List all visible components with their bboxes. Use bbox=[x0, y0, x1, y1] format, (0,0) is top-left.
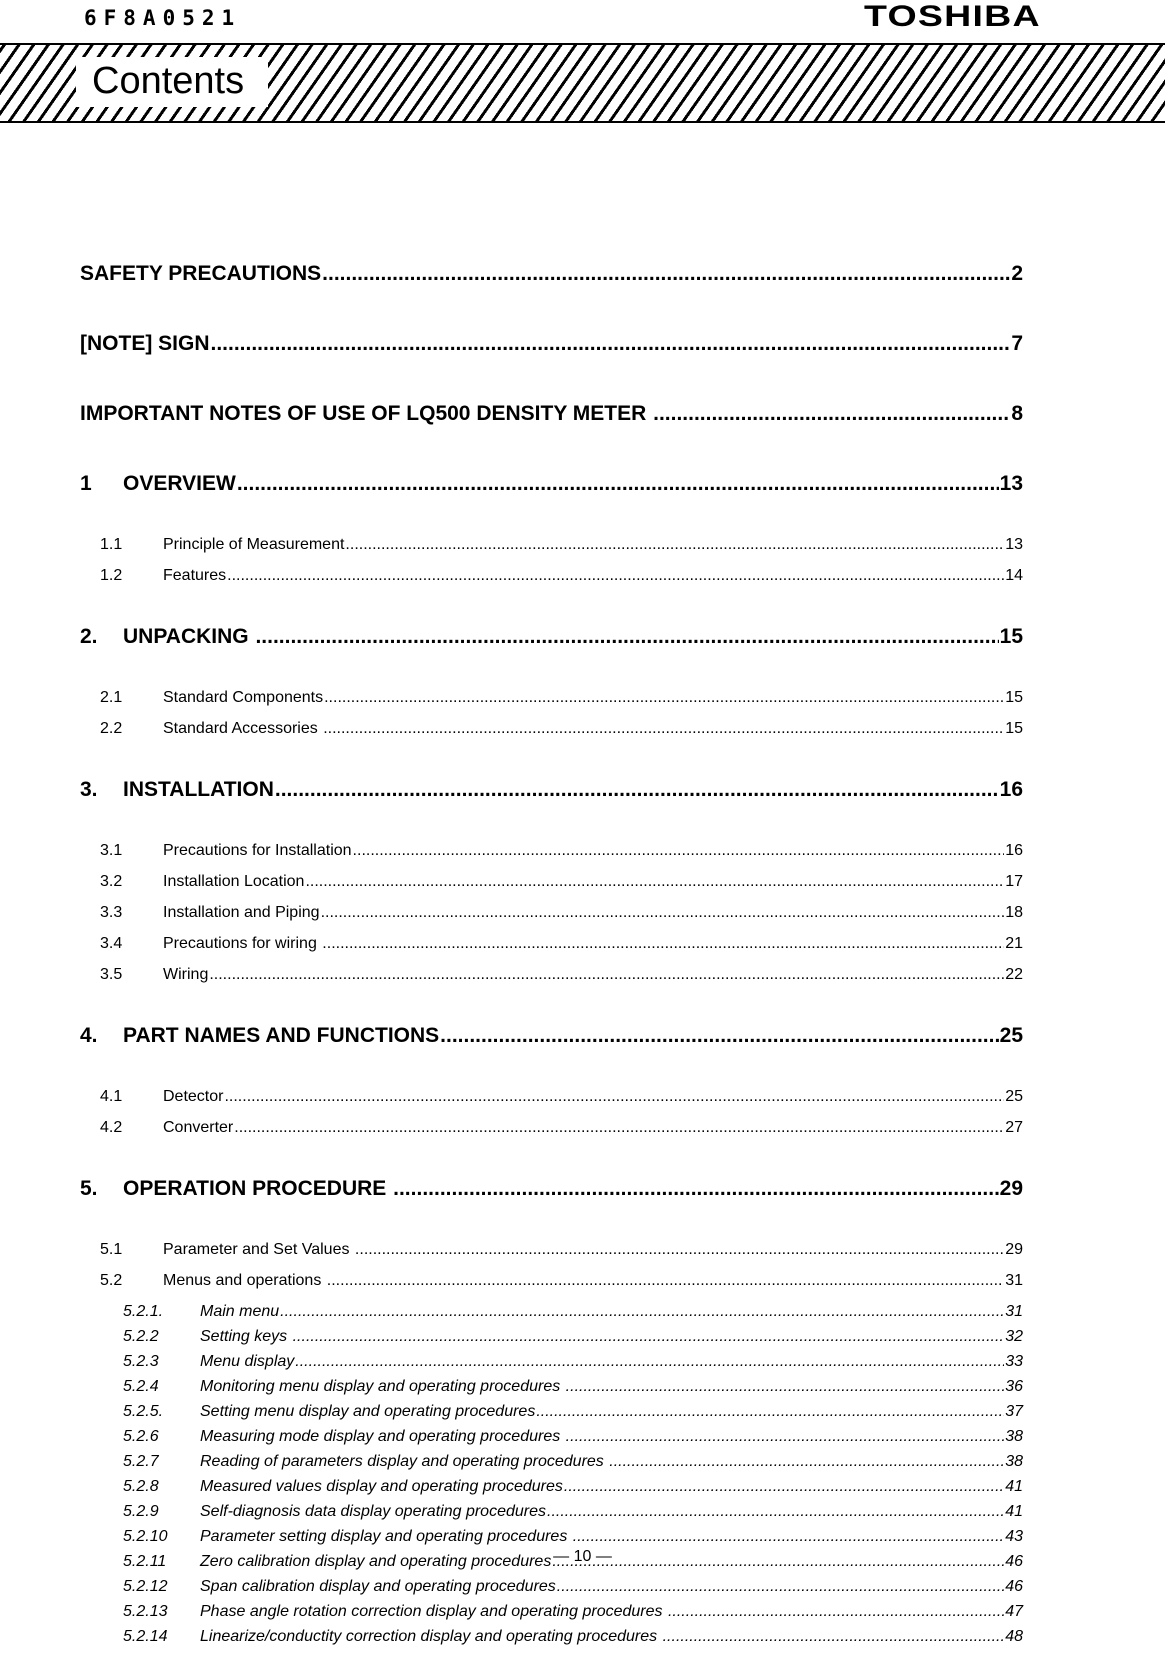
toc-entry-number: 1.2 bbox=[100, 567, 123, 584]
toc-entry-number: 5.2.2 bbox=[123, 1328, 159, 1345]
toc-entry-title: Phase angle rotation correction display and operating procedures bbox=[200, 1603, 667, 1620]
toc-entry[interactable] bbox=[80, 904, 1023, 935]
toc-dot-leader bbox=[322, 935, 1004, 953]
toc-entry-page: 37 bbox=[1005, 1403, 1023, 1420]
toc-entry-number: 5.2.12 bbox=[123, 1578, 168, 1595]
toc-entry-page: 7 bbox=[1011, 332, 1023, 355]
toc-entry-label bbox=[123, 1453, 608, 1471]
toc-entry-title: Zero calibration display and operating procedures bbox=[200, 1553, 552, 1570]
toc-entry-title: Detector bbox=[163, 1088, 224, 1105]
toc-dot-leader bbox=[224, 1088, 1004, 1106]
contents-banner bbox=[0, 43, 1165, 123]
toc-entry[interactable] bbox=[80, 1272, 1023, 1303]
document-code: 6F8A0521 bbox=[84, 6, 242, 30]
toc-entry-number: 3.5 bbox=[100, 966, 123, 983]
toc-entry-label bbox=[100, 935, 321, 953]
toc-entry-page: 27 bbox=[1005, 1119, 1023, 1136]
toc-entry-page: 31 bbox=[1005, 1303, 1023, 1320]
toc-dot-leader bbox=[668, 1603, 1004, 1621]
toc-entry-label bbox=[123, 1578, 556, 1596]
toc-dot-leader bbox=[573, 1528, 1004, 1546]
toc-entry-page: 21 bbox=[1005, 935, 1023, 952]
toc-entry-number: 5. bbox=[80, 1177, 98, 1200]
toc-entry-title: Reading of parameters display and operating procedures bbox=[200, 1453, 609, 1470]
toc-dot-leader bbox=[324, 689, 1004, 707]
toc-entry-page: 25 bbox=[999, 1024, 1023, 1047]
toc-entry-title: Wiring bbox=[163, 966, 209, 983]
toc-entry[interactable] bbox=[80, 402, 1023, 434]
toc-entry-label bbox=[100, 1272, 326, 1290]
toc-entry[interactable] bbox=[80, 1378, 1023, 1403]
toc-entry[interactable] bbox=[80, 1088, 1023, 1119]
toc-entry-label bbox=[80, 402, 652, 426]
toc-dot-leader bbox=[280, 1303, 1004, 1321]
toc-entry-label bbox=[123, 1328, 292, 1346]
toc-entry-page: 29 bbox=[999, 1177, 1023, 1200]
toc-entry[interactable] bbox=[80, 1428, 1023, 1453]
toc-entry-number: 3. bbox=[80, 778, 98, 801]
toc-entry-page: 38 bbox=[1005, 1453, 1023, 1470]
toc-entry-label bbox=[100, 873, 304, 891]
toc-entry-page: 15 bbox=[1005, 720, 1023, 737]
toshiba-logo: TOSHIBA bbox=[864, 0, 1041, 33]
toc-entry-page: 8 bbox=[1011, 402, 1023, 425]
toc-entry[interactable] bbox=[80, 262, 1023, 294]
toc-entry-label bbox=[123, 1478, 563, 1496]
toc-dot-leader bbox=[345, 536, 1004, 554]
toc-entry-number: 4.2 bbox=[100, 1119, 123, 1136]
toc-entry[interactable] bbox=[80, 625, 1023, 657]
toc-entry[interactable] bbox=[80, 1578, 1023, 1603]
toc-entry-label bbox=[100, 1088, 223, 1106]
toc-entry-title: Measuring mode display and operating procedures bbox=[200, 1428, 565, 1445]
toc-entry[interactable] bbox=[80, 1353, 1023, 1378]
toc-entry-label bbox=[100, 842, 352, 860]
toc-entry-label bbox=[100, 689, 323, 707]
toc-entry-page: 41 bbox=[1005, 1503, 1023, 1520]
toc-entry-label bbox=[100, 720, 322, 738]
toc-entry-title: Precautions for Installation bbox=[163, 842, 352, 859]
toc-entry-title: Standard Components bbox=[163, 689, 324, 706]
toc-entry[interactable] bbox=[80, 1328, 1023, 1353]
toc-dot-leader bbox=[227, 567, 1004, 585]
toc-entry[interactable] bbox=[80, 778, 1023, 810]
toc-dot-leader bbox=[327, 1272, 1004, 1290]
toc-entry-number: 2.2 bbox=[100, 720, 123, 737]
toc-entry-title: Linearize/conductity correction display and operating procedures bbox=[200, 1628, 662, 1645]
toc-entry-number: 5.2.14 bbox=[123, 1628, 168, 1645]
toc-entry[interactable] bbox=[80, 1177, 1023, 1209]
toc-entry-title: Standard Accessories bbox=[163, 720, 323, 737]
page-number: — 10 — bbox=[553, 1548, 612, 1565]
toc-entry-number: 5.2.8 bbox=[123, 1478, 159, 1495]
toc-dot-leader bbox=[663, 1628, 1005, 1646]
toc-entry-number: 4.1 bbox=[100, 1088, 123, 1105]
table-of-contents bbox=[80, 262, 1023, 1653]
toc-entry-number: 3.3 bbox=[100, 904, 123, 921]
toc-entry[interactable] bbox=[80, 966, 1023, 997]
toc-entry-title: Parameter setting display and operating procedures bbox=[200, 1528, 572, 1545]
toc-dot-leader bbox=[536, 1403, 1004, 1421]
toc-dot-leader bbox=[653, 402, 1010, 426]
toc-entry-title: Setting keys bbox=[200, 1328, 292, 1345]
toc-entry[interactable] bbox=[80, 873, 1023, 904]
toc-entry-number: 5.2.5. bbox=[123, 1403, 164, 1420]
toc-entry-label bbox=[100, 966, 208, 984]
toc-entry[interactable] bbox=[80, 1503, 1023, 1528]
toc-entry-title: Principle of Measurement bbox=[163, 536, 345, 553]
toc-entry-label bbox=[100, 1119, 233, 1137]
toc-entry-number: 5.2.3 bbox=[123, 1353, 159, 1370]
toc-dot-leader bbox=[211, 332, 1011, 356]
toc-entry[interactable] bbox=[80, 536, 1023, 567]
toc-entry-label bbox=[80, 262, 321, 286]
toc-dot-leader bbox=[557, 1578, 1004, 1596]
toc-dot-leader bbox=[234, 1119, 1004, 1137]
toc-entry-label bbox=[80, 332, 210, 356]
toc-entry[interactable] bbox=[80, 1403, 1023, 1428]
toc-entry-label bbox=[123, 1403, 535, 1421]
toc-entry-title: Menu display bbox=[200, 1353, 295, 1370]
toc-entry-title: Precautions for wiring bbox=[163, 935, 322, 952]
toc-entry-number: 2. bbox=[80, 625, 98, 648]
toc-entry-number: 3.2 bbox=[100, 873, 123, 890]
toc-dot-leader bbox=[293, 1328, 1005, 1346]
toc-entry-label bbox=[123, 1303, 279, 1321]
toc-dot-leader bbox=[547, 1503, 1004, 1521]
toc-entry-page: 14 bbox=[1005, 567, 1023, 584]
toc-dot-leader bbox=[566, 1378, 1005, 1396]
toc-entry-number: 5.1 bbox=[100, 1241, 123, 1258]
toc-entry-label bbox=[123, 1603, 667, 1621]
toc-entry-page: 41 bbox=[1005, 1478, 1023, 1495]
toc-entry-page: 18 bbox=[1005, 904, 1023, 921]
toc-entry[interactable] bbox=[80, 842, 1023, 873]
toc-entry-title: OPERATION PROCEDURE bbox=[123, 1177, 393, 1200]
toc-dot-leader bbox=[321, 904, 1005, 922]
toc-entry-page: 16 bbox=[1005, 842, 1023, 859]
toc-entry[interactable] bbox=[80, 1303, 1023, 1328]
toc-entry[interactable] bbox=[80, 332, 1023, 364]
toc-entry-number: 5.2.9 bbox=[123, 1503, 159, 1520]
toc-entry-title: Span calibration display and operating procedures bbox=[200, 1578, 556, 1595]
toc-entry-title: IMPORTANT NOTES OF USE OF LQ500 DENSITY METER bbox=[80, 402, 653, 425]
toc-entry[interactable] bbox=[80, 935, 1023, 966]
toc-entry-page: 15 bbox=[999, 625, 1023, 648]
toc-entry-page: 29 bbox=[1005, 1241, 1023, 1258]
toc-dot-leader bbox=[209, 966, 1004, 984]
toc-entry-label bbox=[123, 1378, 565, 1396]
toc-entry-page: 25 bbox=[1005, 1088, 1023, 1105]
toc-entry-title: Self-diagnosis data display operating procedures bbox=[200, 1503, 546, 1520]
toc-entry[interactable] bbox=[80, 1024, 1023, 1056]
toc-entry-page: 32 bbox=[1005, 1328, 1023, 1345]
toc-entry-page: 13 bbox=[1005, 536, 1023, 553]
toc-entry-number: 5.2.10 bbox=[123, 1528, 168, 1545]
toc-entry-page: 33 bbox=[1005, 1353, 1023, 1370]
toc-entry-number: 3.4 bbox=[100, 935, 123, 952]
toc-entry-title: [NOTE] SIGN bbox=[80, 332, 210, 355]
toc-entry-page: 16 bbox=[999, 778, 1023, 801]
toc-entry-page: 13 bbox=[999, 472, 1023, 495]
toc-entry[interactable] bbox=[80, 1478, 1023, 1503]
toc-entry-page: 31 bbox=[1005, 1272, 1023, 1289]
toc-dot-leader bbox=[393, 1177, 999, 1201]
toc-entry-page: 17 bbox=[1005, 873, 1023, 890]
toc-entry-number: 5.2.1. bbox=[123, 1303, 164, 1320]
toc-entry[interactable] bbox=[80, 1628, 1023, 1653]
toc-entry-page: 36 bbox=[1005, 1378, 1023, 1395]
toc-entry-label bbox=[100, 567, 226, 585]
toc-entry-title: Features bbox=[163, 567, 227, 584]
toc-entry[interactable] bbox=[80, 720, 1023, 751]
toc-entry-page: 15 bbox=[1005, 689, 1023, 706]
toc-entry-number: 5.2.6 bbox=[123, 1428, 159, 1445]
toc-entry-label bbox=[123, 1353, 294, 1371]
toc-entry-label bbox=[80, 472, 236, 496]
toc-entry-label bbox=[80, 625, 254, 649]
toc-entry-number: 5.2 bbox=[100, 1272, 123, 1289]
toc-dot-leader bbox=[255, 625, 998, 649]
toc-dot-leader bbox=[323, 720, 1004, 738]
toc-entry-label bbox=[100, 1241, 354, 1259]
toc-entry[interactable] bbox=[80, 689, 1023, 720]
toc-entry-title: PART NAMES AND FUNCTIONS bbox=[123, 1024, 440, 1047]
toc-entry-page: 43 bbox=[1005, 1528, 1023, 1545]
toc-entry-number: 5.2.7 bbox=[123, 1453, 159, 1470]
toc-entry[interactable] bbox=[80, 567, 1023, 598]
toc-entry-title: Menus and operations bbox=[163, 1272, 326, 1289]
toc-entry-title: Parameter and Set Values bbox=[163, 1241, 354, 1258]
toc-entry-title: UNPACKING bbox=[123, 625, 255, 648]
toc-dot-leader bbox=[295, 1353, 1004, 1371]
toc-entry-label bbox=[123, 1628, 662, 1646]
toc-entry-number: 5.2.11 bbox=[123, 1553, 167, 1570]
toc-entry-title: OVERVIEW bbox=[123, 472, 236, 495]
toc-entry-page: 2 bbox=[1011, 262, 1023, 285]
toc-dot-leader bbox=[237, 472, 999, 496]
toc-entry-page: 46 bbox=[1005, 1553, 1023, 1570]
toc-dot-leader bbox=[305, 873, 1004, 891]
toc-dot-leader bbox=[564, 1478, 1004, 1496]
toc-dot-leader bbox=[440, 1024, 998, 1048]
toc-entry-label bbox=[100, 536, 344, 554]
toc-entry-number: 1 bbox=[80, 472, 92, 495]
toc-entry-label bbox=[100, 904, 320, 922]
toc-entry-number: 5.2.4 bbox=[123, 1378, 159, 1395]
toc-dot-leader bbox=[275, 778, 999, 802]
toc-entry-label bbox=[123, 1528, 572, 1546]
toc-entry-page: 22 bbox=[1005, 966, 1023, 983]
toc-entry-number: 2.1 bbox=[100, 689, 123, 706]
toc-entry-label bbox=[80, 1177, 392, 1201]
page-title: Contents bbox=[92, 60, 245, 102]
toc-dot-leader bbox=[609, 1453, 1004, 1471]
toc-entry-page: 47 bbox=[1005, 1603, 1023, 1620]
toc-entry-page: 46 bbox=[1005, 1578, 1023, 1595]
toc-entry-title: Monitoring menu display and operating procedures bbox=[200, 1378, 565, 1395]
toc-dot-leader bbox=[322, 262, 1010, 286]
toc-entry-number: 4. bbox=[80, 1024, 98, 1047]
toc-entry-label bbox=[123, 1428, 565, 1446]
toc-dot-leader bbox=[355, 1241, 1004, 1259]
toc-entry-label bbox=[123, 1503, 546, 1521]
toc-entry[interactable] bbox=[80, 1241, 1023, 1272]
toc-entry-page: 38 bbox=[1005, 1428, 1023, 1445]
toc-entry-title: Main menu bbox=[200, 1303, 280, 1320]
toc-dot-leader bbox=[566, 1428, 1005, 1446]
toc-entry[interactable] bbox=[80, 1603, 1023, 1628]
toc-entry[interactable] bbox=[80, 472, 1023, 504]
toc-entry-title: Installation Location bbox=[163, 873, 305, 890]
toc-entry-number: 1.1 bbox=[100, 536, 123, 553]
toc-entry-label bbox=[80, 778, 274, 802]
toc-dot-leader bbox=[353, 842, 1005, 860]
toc-entry-title: Measured values display and operating procedures bbox=[200, 1478, 563, 1495]
toc-entry[interactable] bbox=[80, 1119, 1023, 1150]
toc-entry-number: 3.1 bbox=[100, 842, 123, 859]
toc-entry-title: SAFETY PRECAUTIONS bbox=[80, 262, 322, 285]
toc-entry-number: 5.2.13 bbox=[123, 1603, 168, 1620]
toc-entry[interactable] bbox=[80, 1453, 1023, 1478]
toc-entry-title: Converter bbox=[163, 1119, 234, 1136]
toc-entry-title: INSTALLATION bbox=[123, 778, 274, 801]
toc-entry-page: 48 bbox=[1005, 1628, 1023, 1645]
toc-entry-label bbox=[80, 1024, 439, 1048]
toc-entry-title: Installation and Piping bbox=[163, 904, 320, 921]
toc-entry-title: Setting menu display and operating procedures bbox=[200, 1403, 536, 1420]
